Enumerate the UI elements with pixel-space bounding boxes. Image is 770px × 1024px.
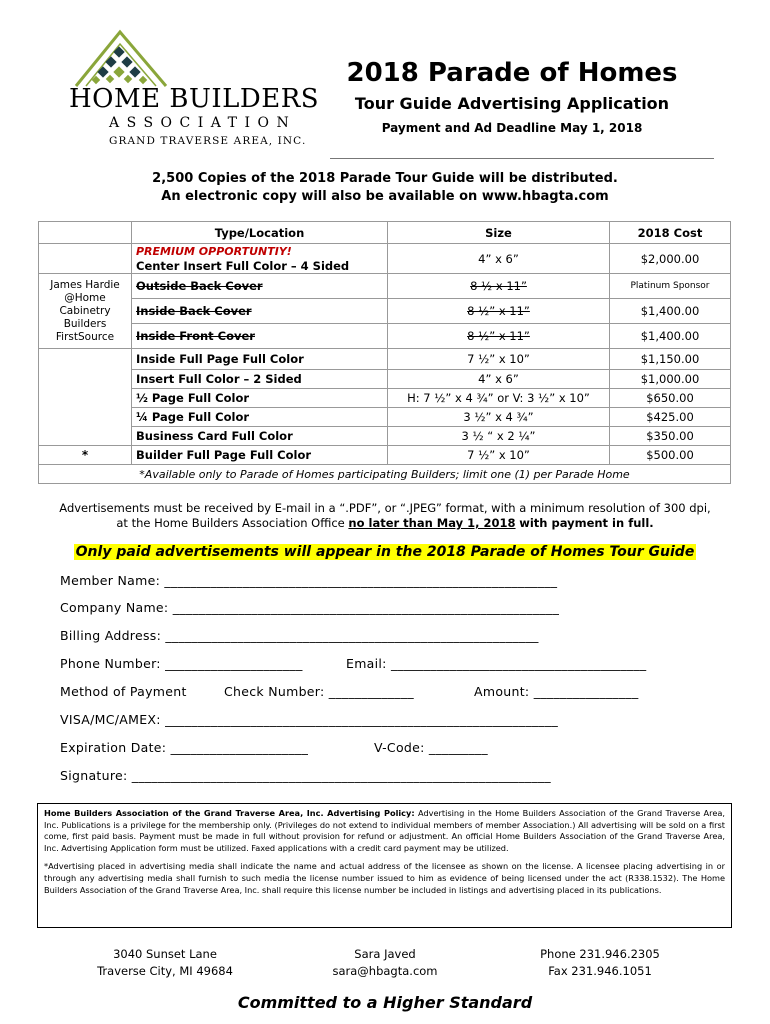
contact-name: Sara Javed — [354, 947, 416, 961]
premium-label: PREMIUM OPPORTUNTIY! — [136, 244, 292, 258]
logo-main-text: HOME BUILDERS — [69, 84, 320, 114]
size-cell: 8 ½” x 11” — [388, 299, 610, 324]
vcode-field[interactable]: V-Code: _________ — [374, 740, 488, 755]
size-cell: H: 7 ½” x 4 ¾” or V: 3 ½” x 10” — [388, 389, 610, 408]
check-number-field[interactable]: Check Number: _____________ — [224, 684, 414, 699]
payment-method-label: Method of Payment — [60, 684, 187, 699]
cost-cell: $2,000.00 — [610, 244, 731, 274]
signature-field[interactable]: Signature: ________________________________________________________________ — [60, 768, 551, 783]
table-row — [39, 244, 731, 274]
cost-cell: $425.00 — [610, 408, 731, 427]
card-number-field[interactable]: VISA/MC/AMEX: ____________________________________________________________ — [60, 712, 559, 727]
company-name-field[interactable]: Company Name: ___________________________________________________________ — [60, 600, 560, 615]
cost-cell: Platinum Sponsor — [610, 274, 731, 299]
contact-email[interactable]: sara@hbagta.com — [332, 964, 438, 978]
footer-motto: Committed to a Higher Standard — [237, 993, 533, 1012]
type-cell: Business Card Full Color — [132, 427, 388, 446]
policy-heading: Home Builders Association of the Grand Traverse Area, Inc. Advertising Policy — [44, 808, 412, 818]
billing-address-field[interactable]: Billing Address: _________________________________________________________ — [60, 628, 539, 643]
submission-deadline: no later than May 1, 2018 — [348, 516, 516, 530]
submission-line-2 — [40, 515, 730, 531]
policy-para-1: Home Builders Association of the Grand Traverse Area, Inc. Advertising Policy: Advertising in the Home Builders Association of the Grand Traverse Area, Inc. Publications is a privilege for the membership only. (Privileges do not extend to individual members of member Association.) All advertising will be sold on a first come, first paid basis. Payment must be made in full without provision for refund or adjustment. An official Home Builders Association of the Grand Traverse Area, Inc. Advertising Application form must be utilized. Faxed applications with a credit card payment may be utilized. — [44, 808, 725, 853]
type-cell: Inside Full Page Full Color — [132, 349, 388, 370]
cost-cell: $1,400.00 — [610, 299, 731, 324]
type-cell: Builder Full Page Full Color — [132, 446, 388, 465]
cost-cell: $1,400.00 — [610, 324, 731, 349]
type-cell: Outside Back Cover — [132, 274, 388, 299]
contact-fax: Fax 231.946.1051 — [548, 964, 652, 978]
amount-field[interactable]: Amount: ________________ — [474, 684, 639, 699]
size-cell: 4” x 6” — [388, 370, 610, 389]
expiration-date-field[interactable]: Expiration Date: _____________________ — [60, 740, 309, 755]
type-cell — [132, 244, 388, 274]
advertising-policy-box — [37, 803, 732, 928]
type-cell: Inside Back Cover — [132, 299, 388, 324]
policy-text-1: Advertising in the Home Builders Association of the Grand Traverse Area, Inc. Publications is a privilege for the membership only. (Privileges do not extend to individual members of member Association.) All advertising will be sold on a first come, first paid basis. Payment must be made in full without provision for refund or adjustment. An official Home Builders Association of the Grand Traverse Area, Inc. Advertising Application form must be utilized. Faxed applications with a credit card payment may be utilized. — [44, 808, 725, 853]
size-cell: 3 ½” x 4 ¾” — [388, 408, 610, 427]
table-row — [39, 446, 731, 465]
policy-para-2: *Advertising placed in advertising media shall indicate the name and actual address of the licensee as shown on the license. A licensee placing advertising in or through any advertising media shall furnish to such media the license number issued to him as evidence of being licensed under the act (R338.1532). The Home Builders Association of the Grand Traverse Area, Inc. shall require this license number be included in listings and advertising placed in its publications. — [44, 861, 725, 895]
size-cell: 8 ½ x 11” — [388, 274, 610, 299]
submission-line-1: Advertisements must be received by E-mail in a “.PDF”, or “.JPEG” format, with a minimum resolution of 300 dpi, — [59, 501, 711, 515]
table-row — [39, 324, 731, 349]
house-roof-icon — [68, 28, 178, 88]
type-cell: ¼ Page Full Color — [132, 408, 388, 427]
page-title: 2018 Parade of Homes — [346, 58, 678, 88]
size-cell: 8 ½” x 11” — [388, 324, 610, 349]
cost-header: 2018 Cost — [610, 222, 731, 244]
table-row — [39, 389, 731, 408]
hba-logo — [60, 28, 320, 150]
header-divider — [330, 158, 714, 159]
size-cell: 7 ½” x 10” — [388, 349, 610, 370]
logo-area-text: GRAND TRAVERSE AREA, INC. — [109, 135, 307, 147]
size-header: Size — [388, 222, 610, 244]
type-cell: Insert Full Color – 2 Sided — [132, 370, 388, 389]
contact-address — [80, 946, 250, 980]
builder-asterisk: * — [39, 446, 132, 465]
type-text: Center Insert Full Color – 4 Sided — [136, 258, 350, 273]
side-header — [39, 222, 132, 244]
cost-cell: $350.00 — [610, 427, 731, 446]
contact-phone: Phone 231.946.2305 — [540, 947, 660, 961]
ad-pricing-table — [38, 221, 731, 484]
type-cell: ½ Page Full Color — [132, 389, 388, 408]
deadline-text: Payment and Ad Deadline May 1, 2018 — [381, 121, 643, 135]
table-row — [39, 408, 731, 427]
size-cell: 7 ½” x 10” — [388, 446, 610, 465]
logo-association-text: ASSOCIATION — [109, 115, 297, 131]
paid-notice-text: Only paid advertisements will appear in the 2018 Parade of Homes Tour Guide — [75, 544, 695, 560]
size-cell: 4” x 6” — [388, 244, 610, 274]
distribution-line-2: An electronic copy will also be available on www.hbagta.com — [161, 189, 609, 204]
member-name-field[interactable]: Member Name: ____________________________________________________________ — [60, 573, 558, 588]
submission-prefix: at the Home Builders Association Office — [116, 516, 345, 530]
phone-field[interactable]: Phone Number: _____________________ — [60, 656, 303, 671]
cost-cell: $650.00 — [610, 389, 731, 408]
table-row — [39, 274, 731, 299]
table-footnote-row — [39, 465, 731, 484]
address-line-2: Traverse City, MI 49684 — [97, 964, 233, 978]
email-field[interactable]: Email: _______________________________________ — [346, 656, 647, 671]
table-footnote: *Available only to Parade of Homes participating Builders; limit one (1) per Parade Home — [39, 465, 731, 484]
table-row — [39, 299, 731, 324]
cost-cell: $500.00 — [610, 446, 731, 465]
sponsor-note: James Hardie @Home Cabinetry Builders FirstSource — [39, 274, 132, 349]
cost-cell: $1,150.00 — [610, 349, 731, 370]
page-subtitle: Tour Guide Advertising Application — [354, 94, 670, 113]
table-header-row — [39, 222, 731, 244]
distribution-line-1: 2,500 Copies of the 2018 Parade Tour Guide will be distributed. — [152, 171, 618, 186]
type-header: Type/Location — [132, 222, 388, 244]
submission-suffix: with payment in full. — [519, 516, 654, 530]
cost-cell: $1,000.00 — [610, 370, 731, 389]
address-line-1: 3040 Sunset Lane — [113, 947, 217, 961]
size-cell: 3 ½ “ x 2 ¼” — [388, 427, 610, 446]
side-cell — [39, 244, 132, 274]
table-row — [39, 427, 731, 446]
side-cell — [39, 349, 132, 446]
contact-phone-block — [510, 946, 690, 980]
table-row — [39, 349, 731, 370]
contact-person — [300, 946, 470, 980]
paid-notice — [40, 541, 730, 563]
type-cell: Inside Front Cover — [132, 324, 388, 349]
table-row — [39, 370, 731, 389]
